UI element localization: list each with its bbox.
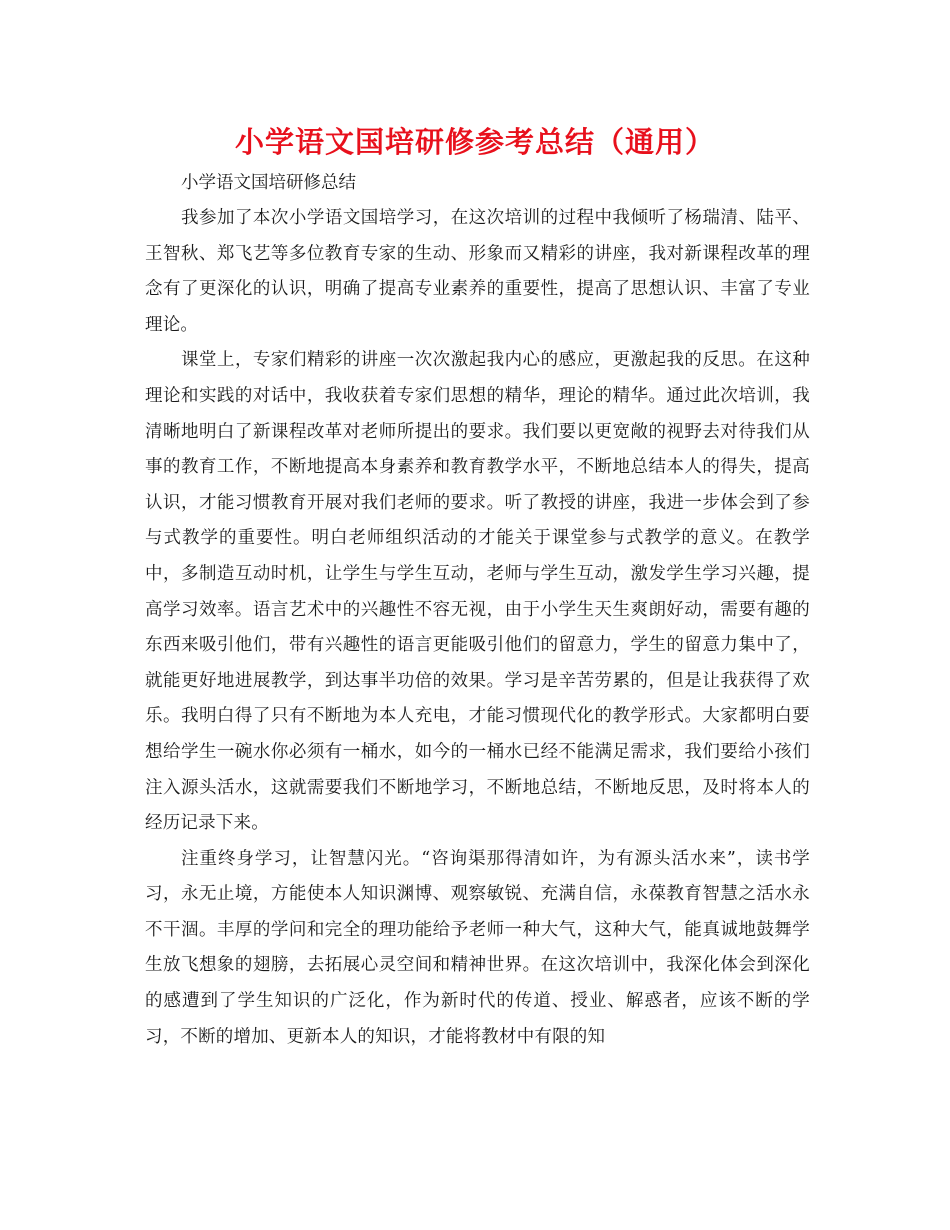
paragraph-3: 注重终身学习，让智慧闪光。“咨询渠那得清如许，为有源头活水来”，读书学习，永无止境，方能使本人知识渊博、观察敏锐、充满自信，永葆教育智慧之活水永不干涸。丰厚的学问和完全的理功能给予老师一种大气，这种大气，能真诚地鼓舞学生放飞想象的翅膀，去拓展心灵空间和精神世界。在这次培训中，我深化体会到深化的感遭到了学生知识的广泛化，作为新时代的传道、授业、解惑者，应该不断的学习，不断的增加、更新本人的知识，才能将教材中有限的知	[145, 848, 810, 1047]
document-subtitle: 小学语文国培研修总结	[181, 173, 356, 193]
paragraph-1: 我参加了本次小学语文国培学习，在这次培训的过程中我倾听了杨瑞清、陆平、王智秋、郑飞艺等多位教育专家的生动、形象而又精彩的讲座，我对新课程改革的理念有了更深化的认识，明确了提高专业素养的重要性，提高了思想认识、丰富了专业理论。	[145, 208, 810, 335]
paragraph-2: 课堂上，专家们精彩的讲座一次次激起我内心的感应，更激起我的反思。在这种理论和实践的对话中，我收获着专家们思想的精华，理论的精华。通过此次培训，我清晰地明白了新课程改革对老师所提出的要求。我们要以更宽敞的视野去对待我们从事的教育工作，不断地提高本身素养和教育教学水平，不断地总结本人的得失，提高认识，才能习惯教育开展对我们老师的要求。听了教授的讲座，我进一步体会到了参与式教学的重要性。明白老师组织活动的才能关于课堂参与式教学的意义。在教学中，多制造互动时机，让学生与学生互动，老师与学生互动，激发学生学习兴趣，提高学习效率。语言艺术中的兴趣性不容无视，由于小学生天生爽朗好动，需要有趣的东西来吸引他们，带有兴趣性的语言更能吸引他们的留意力，学生的留意力集中了，就能更好地进展教学，到达事半功倍的效果。学习是辛苦劳累的，但是让我获得了欢乐。我明白得了只有不断地为本人充电，才能习惯现代化的教学形式。大家都明白要想给学生一碗水你必须有一桶水，如今的一桶水已经不能满足需求，我们要给小孩们注入源头活水，这就需要我们不断地学习，不断地总结，不断地反思，及时将本人的经历记录下来。	[145, 350, 810, 834]
document-body	[145, 201, 810, 1055]
document-title: 小学语文国培研修参考总结（通用）	[234, 125, 715, 159]
